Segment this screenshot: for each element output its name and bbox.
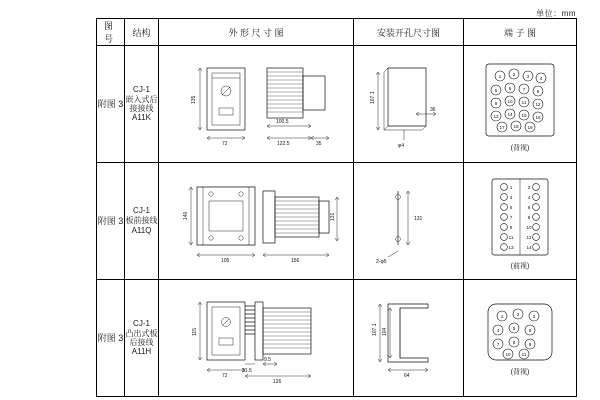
terminal-drawing-cell	[464, 280, 577, 397]
dim-100-5: 100.5	[276, 119, 289, 125]
terminal-number: 12	[526, 235, 532, 240]
terminal-number: 11	[508, 235, 514, 240]
spec-table	[96, 18, 577, 397]
terminal-number: 13	[493, 114, 499, 119]
structure-line: 板前接线	[125, 216, 158, 226]
row-no: 附图 3	[97, 163, 125, 280]
row-structure	[125, 163, 159, 280]
terminal-number: 6	[508, 86, 512, 91]
mounting-drawing-cell	[354, 280, 464, 397]
terminal-number: 1	[500, 314, 504, 319]
outline-drawing-cell	[159, 46, 354, 163]
structure-line: 凸出式板后接线	[125, 328, 158, 347]
dim-131: 131	[330, 212, 336, 221]
terminal-number: 7	[522, 87, 526, 92]
structure-line: A11H	[131, 347, 152, 357]
table-row	[97, 46, 577, 163]
terminal-number: 9	[509, 225, 513, 230]
dim-115: 115	[192, 328, 198, 336]
terminal-number: 14	[507, 112, 513, 117]
structure-line: CJ-1	[133, 84, 150, 94]
terminal-number: 19	[527, 125, 533, 130]
unit-note: 单位：mm	[536, 9, 576, 18]
row-no: 附图 3	[97, 280, 125, 397]
dim-105: 105	[221, 258, 230, 264]
outline-drawing-cell	[159, 163, 354, 280]
terminal-number: 13	[508, 245, 514, 250]
outline-drawing-cell	[159, 280, 354, 397]
dim-126: 126	[273, 379, 282, 385]
terminal-number: 3	[526, 74, 530, 79]
dim-104: 104	[382, 327, 388, 336]
terminal-number: 15	[521, 113, 527, 118]
terminal-number: 3	[509, 195, 513, 200]
row-no: 附图 3	[97, 46, 125, 163]
terminal-number: 2	[527, 185, 531, 190]
structure-line: 嵌入式后接接线	[125, 94, 158, 113]
terminal-number: 8	[512, 340, 516, 345]
terminal-number: 5	[512, 326, 516, 331]
terminal-drawing-cell	[464, 46, 577, 163]
terminal-view-label: (前视)	[510, 263, 530, 270]
dim-31-5: 31.5	[242, 368, 252, 374]
terminal-view-label: (背视)	[510, 369, 530, 376]
dim-140: 140	[183, 211, 189, 220]
structure-line: A11K	[132, 113, 151, 123]
terminal-number: 6	[527, 205, 531, 210]
dim-2-phi5: 2-φ5	[376, 259, 387, 265]
terminal-number: 2	[516, 312, 520, 317]
terminal-number: 1	[509, 185, 513, 190]
terminal-number: 16	[535, 115, 541, 120]
dim-36: 36	[430, 107, 436, 113]
dim-72: 72	[222, 373, 228, 379]
dim-35: 35	[316, 141, 322, 147]
terminal-number: 3	[532, 314, 536, 319]
terminal-number: 12	[535, 102, 541, 107]
terminal-number: 5	[494, 88, 498, 93]
terminal-number: 2	[512, 72, 516, 77]
terminal-number: 5	[509, 205, 513, 210]
dim-9-5: 9.5	[264, 357, 271, 363]
table-row	[97, 280, 577, 397]
header-structure: 结构	[125, 19, 159, 46]
terminal-number: 9	[494, 101, 498, 106]
terminal-number: 18	[513, 124, 519, 129]
structure-line: CJ-1	[133, 206, 150, 216]
terminal-number: 11	[521, 352, 527, 357]
dim-135: 135	[191, 95, 197, 104]
terminal-number: 8	[536, 89, 540, 94]
dim-64: 64	[404, 373, 410, 379]
dim-156: 156	[291, 258, 300, 264]
dim-122-5: 122.5	[277, 141, 290, 147]
terminal-drawing-cell	[464, 163, 577, 280]
terminal-number: 10	[505, 352, 511, 357]
dim-107-1: 107.1	[372, 323, 378, 336]
header-outline: 外 形 尺 寸 图	[159, 19, 354, 46]
terminal-number: 9	[528, 342, 532, 347]
terminal-number: 10	[507, 99, 513, 104]
dim-107-1: 107.1	[370, 91, 376, 104]
header-mounting: 安装开孔尺寸图	[354, 19, 464, 46]
structure-line: CJ-1	[133, 318, 150, 328]
table-row	[97, 163, 577, 280]
terminal-number: 1	[498, 74, 502, 79]
row-structure	[125, 280, 159, 397]
dim-72: 72	[222, 141, 228, 147]
terminal-number: 6	[528, 328, 532, 333]
terminal-number: 17	[499, 125, 505, 130]
terminal-number: 8	[527, 215, 531, 220]
table-header-row	[97, 19, 577, 46]
terminal-number: 4	[496, 328, 500, 333]
terminal-number: 4	[539, 76, 543, 81]
dim-phi4: φ4	[398, 143, 405, 149]
mounting-drawing-cell	[354, 163, 464, 280]
header-terminal: 端 子 图	[464, 19, 577, 46]
terminal-view-label: (背视)	[510, 145, 530, 152]
terminal-number: 7	[496, 342, 500, 347]
terminal-number: 7	[509, 215, 513, 220]
terminal-number: 11	[521, 100, 527, 105]
row-structure	[125, 46, 159, 163]
terminal-number: 4	[527, 195, 531, 200]
mounting-drawing-cell	[354, 46, 464, 163]
header-no: 图 号	[97, 19, 125, 46]
terminal-number: 10	[526, 225, 532, 230]
terminal-number: 14	[526, 245, 532, 250]
dim-131: 131	[414, 216, 423, 222]
structure-line: A11Q	[131, 225, 152, 235]
